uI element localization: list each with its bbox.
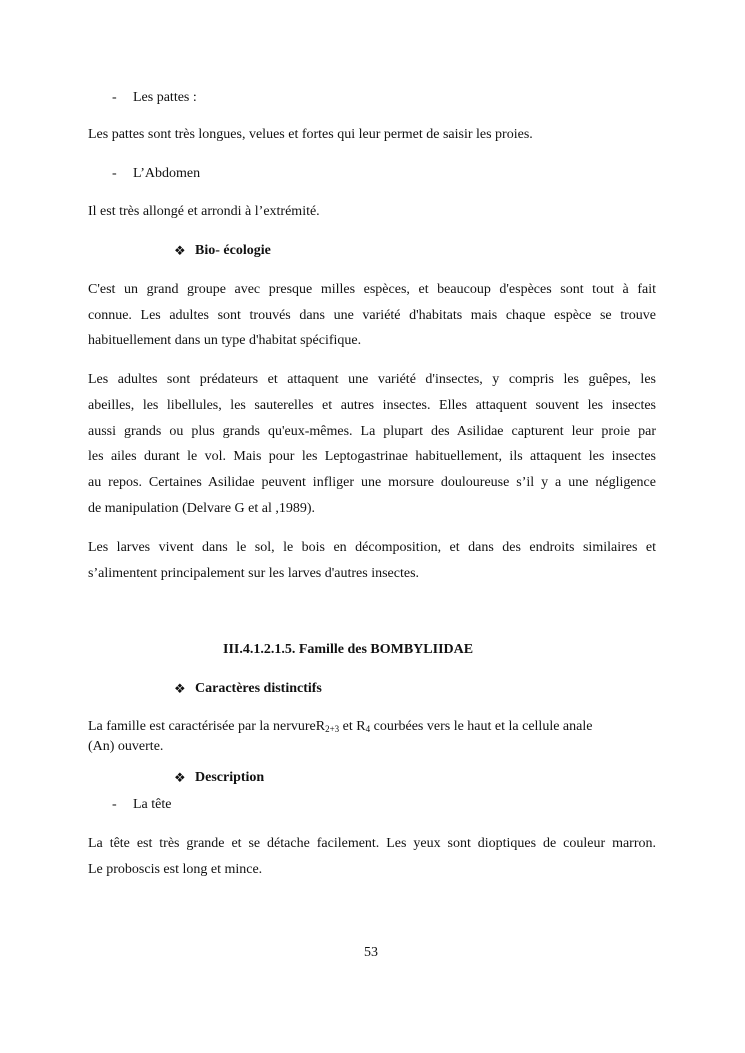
list-dash: -	[112, 90, 117, 105]
carac-text-part: courbées vers le haut et la cellule anale	[370, 719, 593, 734]
paragraph-line: Le proboscis est long et mince.	[88, 862, 263, 877]
pattes-text: Les pattes sont très longues, velues et fortes qui leur permet de saisir les proies.	[88, 127, 533, 142]
carac-text-part: La famille est caractérisée par la nervure	[88, 719, 316, 734]
r4-subscript: 4	[365, 724, 371, 734]
paragraph-line: Les larves vivent dans le sol, le bois en décomposition, et dans des endroits similaires et	[88, 540, 656, 555]
paragraph-line: s’alimentent principalement sur les larves d'autres insectes.	[88, 566, 420, 581]
carac-text-line1	[88, 719, 592, 735]
diamond-bullet-icon: ❖	[174, 770, 186, 785]
r4-label: R	[356, 719, 366, 734]
r-subscript: 2+3	[325, 724, 340, 734]
paragraph-line: de manipulation (Delvare G et al ,1989).	[88, 501, 316, 516]
carac-text-line2: (An) ouverte.	[88, 739, 164, 754]
list-dash: -	[112, 797, 117, 812]
pattes-heading: Les pattes :	[133, 90, 197, 105]
paragraph-line: les ailes durant le vol. Mais pour les Leptogastrinae habituellement, ils attaquent les insectes	[88, 449, 656, 464]
paragraph-line: abeilles, les libellules, les sauterelles et autres insectes. Elles attaquent souvent les insectes	[88, 398, 656, 413]
desc-heading: Description	[195, 770, 265, 785]
paragraph-line: C'est un grand groupe avec presque milles espèces, et beaucoup d'espèces sont tout à fait	[88, 282, 656, 297]
paragraph-line: aussi grands ou plus grands qu'eux-mêmes. La plupart des Asilidae capturent leur proie par	[88, 424, 656, 439]
paragraph-line: habituellement dans un type d'habitat spécifique.	[88, 333, 362, 348]
diamond-bullet-icon: ❖	[174, 681, 186, 696]
list-dash: -	[112, 166, 117, 181]
r-label: R	[315, 719, 326, 734]
diamond-bullet-icon: ❖	[174, 243, 186, 258]
abdomen-heading: L’Abdomen	[133, 166, 201, 181]
paragraph-line: La tête est très grande et se détache facilement. Les yeux sont dioptiques de couleur marron.	[88, 836, 656, 851]
abdomen-text: Il est très allongé et arrondi à l’extrémité.	[88, 204, 320, 219]
paragraph-line: Les adultes sont prédateurs et attaquent une variété d'insectes, y compris les guêpes, les	[88, 372, 656, 387]
carac-text-part: et	[339, 719, 357, 734]
carac-heading: Caractères distinctifs	[195, 681, 322, 696]
paragraph-line: connue. Les adultes sont trouvés dans une variété d'habitats mais chaque espèce se trouve	[88, 308, 656, 323]
tete-heading: La tête	[133, 797, 172, 812]
bio-heading: Bio- écologie	[195, 243, 271, 258]
paragraph-line: au repos. Certaines Asilidae peuvent infliger une morsure douloureuse s’il y a une négligence	[88, 475, 656, 490]
page-number: 53	[364, 945, 378, 960]
section-title: III.4.1.2.1.5. Famille des BOMBYLIIDAE	[223, 642, 474, 657]
